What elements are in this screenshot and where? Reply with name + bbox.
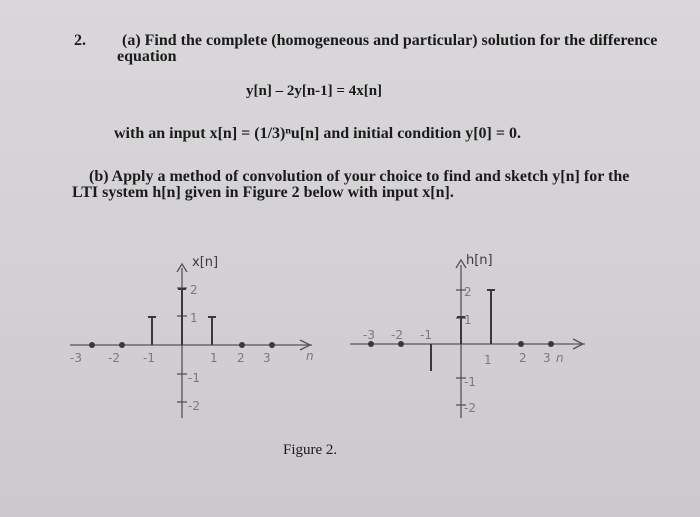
h-plot-sample-dot-n2 [518,341,524,347]
h-plot-xtick-neg2: -2 [391,328,403,342]
x-plot-title: x[n] [192,255,219,270]
x-plot-ytick-1: 1 [190,311,198,325]
x-plot-sample-dot-n-2 [119,342,125,348]
x-plot-ytick-neg1: -1 [188,371,200,385]
x-plot-ytick-2: 2 [190,283,198,297]
h-plot-title: h[n] [466,253,493,268]
x-plot-sample-dot-n-3 [89,342,95,348]
h-plot-xtick-2: 2 [519,351,527,365]
x-plot-ytick-neg2: -2 [188,399,200,413]
part-a-text-line2: equation [117,48,177,65]
h-plot-sample-dot-n3 [548,341,554,347]
h-plot-xtick-neg3: -3 [363,328,375,342]
h-plot-axis-label: n [556,351,564,365]
part-a-text-line3: with an input x[n] = (1/3)ⁿu[n] and initial condition y[0] = 0. [114,125,521,142]
x-plot-axis-label: n [306,349,314,363]
h-plot-labels [363,253,564,415]
x-plot-labels [70,255,314,413]
part-b-text-line2: LTI system h[n] given in Figure 2 below with input x[n]. [72,184,454,201]
h-plot [350,260,585,418]
h-plot-ytick-neg2: -2 [464,401,476,415]
x-plot-sample-dot-n3 [269,342,275,348]
x-plot-xtick-3: 3 [263,351,271,365]
h-plot-xtick-neg1: -1 [420,328,432,342]
h-plot-xtick-1: 1 [484,353,492,367]
difference-equation: y[n] – 2y[n-1] = 4x[n] [246,83,383,99]
x-plot-xtick-neg1: -1 [143,351,155,365]
figure-caption: Figure 2. [283,442,338,458]
x-plot-samples [89,289,275,348]
part-a-text-line1: (a) Find the complete (homogeneous and particular) solution for the difference [122,32,658,49]
x-plot-xtick-neg3: -3 [70,351,82,365]
x-plot-xtick-neg2: -2 [108,351,120,365]
h-plot-ytick-neg1: -1 [464,375,476,389]
x-plot-xtick-1: 1 [210,351,218,365]
problem-number: 2. [74,32,86,49]
x-plot-sample-dot-n2 [239,342,245,348]
h-plot-ytick-2: 2 [464,285,472,299]
x-plot-xtick-2: 2 [237,351,245,365]
h-plot-ytick-1: 1 [464,313,472,327]
h-plot-xtick-3: 3 [543,351,551,365]
part-b-text-line1: (b) Apply a method of convolution of your choice to find and sketch y[n] for the [89,168,630,185]
